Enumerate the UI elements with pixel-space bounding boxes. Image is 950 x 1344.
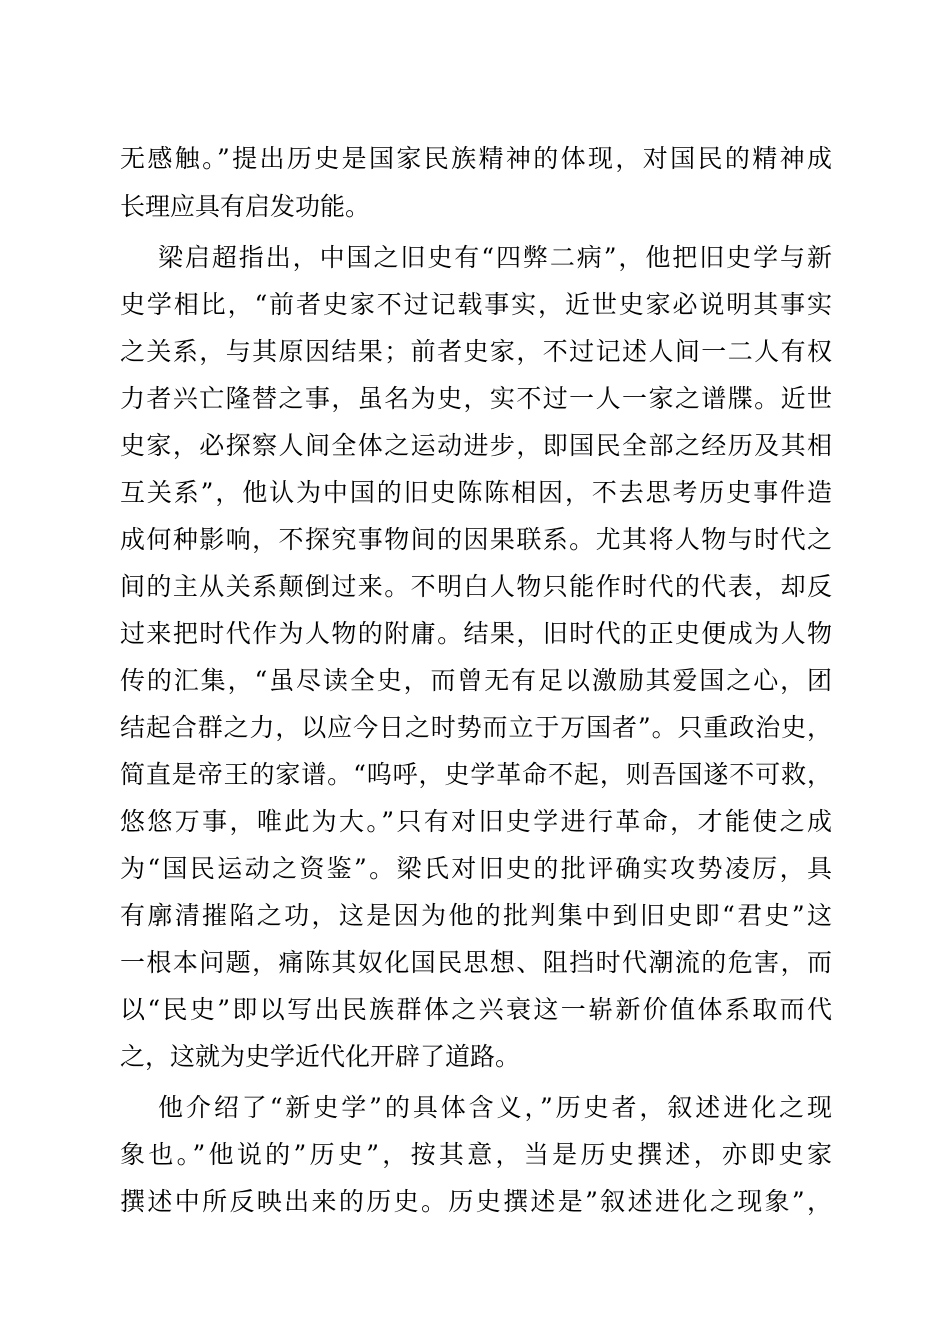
text-line: 互关系”，他认为中国的旧史陈陈相因，不去思考历史事件造	[120, 478, 832, 507]
text-line: 一根本问题，痛陈其奴化国民思想、阻挡时代潮流的危害，而	[120, 948, 832, 977]
text-line: 无感触。”提出历史是国家民族精神的体现，对国民的精神成	[120, 144, 832, 173]
text-line: 撰述中所反映出来的历史。历史撰述是”叙述进化之现象”，	[120, 1187, 832, 1216]
text-line: 力者兴亡隆替之事，虽名为史，实不过一人一家之谱牒。近世	[120, 384, 832, 413]
text-line: 悠悠万事，唯此为大。”只有对旧史学进行革命，才能使之成	[120, 807, 832, 836]
text-line: 为“国民运动之资鉴”。梁氏对旧史的批评确实攻势凌厉，具	[120, 854, 832, 883]
text-line: 有廓清摧陷之功，这是因为他的批判集中到旧史即“君史”这	[120, 901, 832, 930]
text-line: 之关系，与其原因结果；前者史家，不过记述人间一二人有权	[120, 337, 832, 366]
text-line: 史家，必探察人间全体之运动进步，即国民全部之经历及其相	[120, 431, 832, 460]
text-line: 结起合群之力，以应今日之时势而立于万国者”。只重政治史，	[120, 713, 832, 742]
text-line: 之，这就为史学近代化开辟了道路。	[120, 1042, 521, 1071]
text-line: 象也。”他说的”历史”，按其意，当是历史撰述，亦即史家	[120, 1140, 832, 1169]
text-line: 史学相比，“前者史家不过记载事实，近世史家必说明其事实	[120, 290, 832, 319]
text-line: 梁启超指出，中国之旧史有“四弊二病”，他把旧史学与新	[158, 243, 832, 272]
text-line: 成何种影响，不探究事物间的因果联系。尤其将人物与时代之	[120, 525, 832, 554]
text-line: 长理应具有启发功能。	[120, 192, 371, 221]
text-line: 过来把时代作为人物的附庸。结果，旧时代的正史便成为人物	[120, 619, 832, 648]
text-line: 简直是帝王的家谱。“呜呼，史学革命不起，则吾国遂不可救，	[120, 760, 832, 789]
text-line: 间的主从关系颠倒过来。不明白人物只能作时代的代表，却反	[120, 572, 832, 601]
text-line: 以“民史”即以写出民族群体之兴衰这一崭新价值体系取而代	[120, 995, 832, 1024]
text-line: 传的汇集，“虽尽读全史，而曾无有足以激励其爱国之心，团	[120, 666, 832, 695]
text-line: 他介绍了“新史学”的具体含义，”历史者，叙述进化之现	[158, 1093, 832, 1122]
